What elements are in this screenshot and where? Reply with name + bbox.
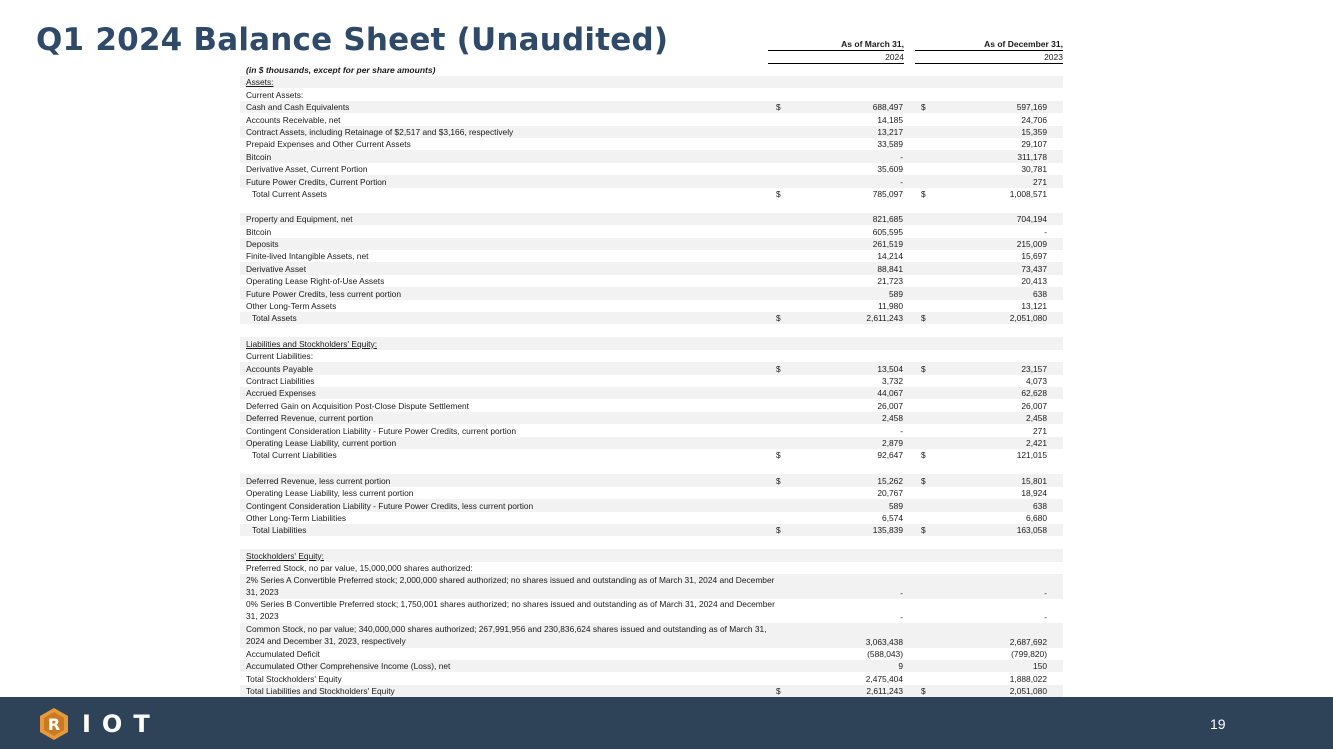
currency-symbol-2024: $ (776, 475, 781, 486)
spacer-row (240, 461, 1063, 474)
row-label: Contingent Consideration Liability - Future Power Credits, less current portion (246, 500, 534, 511)
table-row (240, 424, 1063, 436)
table-row (240, 474, 1063, 486)
spacer-row (240, 324, 1063, 337)
row-label: Contract Liabilities (246, 375, 315, 386)
table-row (240, 648, 1063, 660)
row-label: Bitcoin (246, 226, 272, 237)
table-row (240, 76, 1063, 88)
table-row (240, 599, 1063, 624)
value-2024: 3,732 (882, 375, 903, 386)
row-label: Current Liabilities: (246, 351, 314, 362)
row-label: Bitcoin (246, 151, 272, 162)
table-row (240, 549, 1063, 561)
table-row (240, 275, 1063, 287)
currency-symbol-2024: $ (776, 313, 781, 324)
currency-symbol-2023: $ (921, 475, 926, 486)
value-2024: 88,841 (877, 263, 903, 274)
footer-bar (0, 697, 1333, 749)
value-2024: 2,611,243 (866, 313, 903, 324)
row-label: Total Liabilities and Stockholders' Equity (246, 686, 395, 697)
row-label: Common Stock, no par value; 340,000,000 shares authorized; 267,991,956 and 230,836,624 shares issued and outstanding as of March 31, 2024 and December 31, 2023, respectively (246, 623, 767, 646)
balance-sheet-table (240, 76, 1063, 697)
value-2024: 2,475,404 (865, 673, 903, 684)
table-row (240, 512, 1063, 524)
value-2024: - (900, 425, 903, 436)
row-label: Accrued Expenses (246, 388, 316, 399)
table-row (240, 225, 1063, 237)
value-2023: - (1044, 612, 1047, 623)
value-2024: 135,839 (872, 525, 903, 536)
value-2024: 33,589 (877, 139, 903, 150)
currency-symbol-2024: $ (776, 525, 781, 536)
value-2023: - (1044, 587, 1047, 598)
row-label: Total Assets (252, 313, 297, 324)
row-label: Operating Lease Liability, current portion (246, 437, 397, 448)
value-2024: 6,574 (882, 512, 903, 523)
value-2024: 9 (898, 661, 903, 672)
table-row (240, 300, 1063, 312)
row-label: Other Long-Term Liabilities (246, 512, 347, 523)
column-header-march-2024: As of March 31, (768, 39, 904, 51)
table-row (240, 524, 1063, 536)
row-label: 0% Series B Convertible Preferred stock; 1,750,001 shares authorized; no shares issued and outstanding as of March 31, 2024 and December 31, 2023 (246, 599, 775, 622)
units-note: (in $ thousands, except for per share amounts) (246, 65, 436, 75)
table-row (240, 126, 1063, 138)
row-label: Accumulated Other Comprehensive Income (Loss), net (246, 661, 451, 672)
table-row (240, 262, 1063, 274)
row-label: Assets: (246, 77, 274, 88)
value-2024: 2,458 (882, 413, 903, 424)
value-2023: (799,820) (1011, 648, 1047, 659)
currency-symbol-2024: $ (776, 450, 781, 461)
table-row (240, 499, 1063, 511)
table-row (240, 287, 1063, 299)
value-2024: 2,879 (882, 437, 903, 448)
row-label: Deposits (246, 239, 279, 250)
page-title: Q1 2024 Balance Sheet (Unaudited) (36, 22, 669, 58)
value-2023: 13,121 (1021, 301, 1047, 312)
value-2024: 35,609 (877, 164, 903, 175)
value-2023: 1,008,571 (1009, 188, 1047, 199)
table-row (240, 672, 1063, 684)
row-label: Property and Equipment, net (246, 214, 353, 225)
value-2024: 261,519 (872, 239, 903, 250)
value-2024: 21,723 (877, 276, 903, 287)
table-row (240, 375, 1063, 387)
value-2023: 15,697 (1021, 251, 1047, 262)
value-2023: 215,009 (1016, 239, 1047, 250)
table-row (240, 113, 1063, 125)
row-label: Contract Assets, including Retainage of $2,517 and $3,166, respectively (246, 126, 514, 137)
row-label: Total Liabilities (252, 525, 307, 536)
value-2024: 20,767 (877, 488, 903, 499)
table-row (240, 101, 1063, 113)
currency-symbol-2023: $ (921, 450, 926, 461)
spacer-row (240, 200, 1063, 213)
value-2023: 271 (1033, 176, 1047, 187)
table-row (240, 350, 1063, 362)
table-row (240, 362, 1063, 374)
row-label: Preferred Stock, no par value, 15,000,000 shares authorized: (246, 563, 473, 574)
value-2023: 638 (1033, 288, 1047, 299)
row-label: Cash and Cash Equivalents (246, 102, 350, 113)
value-2023: 1,888,022 (1009, 673, 1047, 684)
row-label: Operating Lease Right-of-Use Assets (246, 276, 385, 287)
value-2024: - (900, 151, 903, 162)
row-label: 2% Series A Convertible Preferred stock; 2,000,000 shared authorized; no shares issued and outstanding as of March 31, 2024 and December 31, 2023 (246, 574, 775, 597)
value-2023: 23,157 (1021, 363, 1047, 374)
value-2024: 821,685 (872, 214, 903, 225)
currency-symbol-2023: $ (921, 363, 926, 374)
currency-symbol-2024: $ (776, 363, 781, 374)
row-label: Operating Lease Liability, less current portion (246, 488, 414, 499)
value-2024: 605,595 (872, 226, 903, 237)
value-2024: - (900, 176, 903, 187)
value-2024: - (900, 612, 903, 623)
row-label: Accounts Payable (246, 363, 314, 374)
value-2024: 11,980 (878, 301, 903, 312)
currency-symbol-2023: $ (921, 102, 926, 113)
row-label: Derivative Asset (246, 263, 307, 274)
table-row (240, 250, 1063, 262)
currency-symbol-2023: $ (921, 188, 926, 199)
row-label: Current Assets: (246, 89, 304, 100)
value-2024: 589 (889, 500, 903, 511)
value-2023: 271 (1033, 425, 1047, 436)
row-label: Contingent Consideration Liability - Future Power Credits, current portion (246, 425, 516, 436)
table-row (240, 685, 1063, 697)
value-2024: 14,185 (877, 114, 903, 125)
currency-symbol-2023: $ (921, 525, 926, 536)
table-row (240, 660, 1063, 672)
table-row (240, 623, 1063, 648)
logo-mark-letter: R (47, 715, 61, 734)
value-2023: 18,924 (1021, 488, 1047, 499)
column-header-december-2023: As of December 31, (915, 39, 1063, 51)
value-2024: 26,007 (877, 400, 903, 411)
value-2023: 73,437 (1021, 263, 1047, 274)
row-label: Stockholders' Equity: (246, 550, 324, 561)
currency-symbol-2024: $ (776, 686, 781, 697)
value-2023: 30,781 (1021, 164, 1047, 175)
value-2023: 20,413 (1021, 276, 1047, 287)
currency-symbol-2024: $ (776, 102, 781, 113)
table-row (240, 312, 1063, 324)
value-2023: 62,628 (1021, 388, 1047, 399)
value-2023: 2,051,080 (1009, 686, 1047, 697)
row-label: Other Long-Term Assets (246, 301, 337, 312)
row-label: Deferred Gain on Acquisition Post-Close Dispute Settlement (246, 400, 469, 411)
row-label: Derivative Asset, Current Portion (246, 164, 368, 175)
row-label: Deferred Revenue, current portion (246, 413, 374, 424)
value-2023: 2,421 (1026, 437, 1047, 448)
row-label: Accounts Receivable, net (246, 114, 341, 125)
value-2024: 14,214 (877, 251, 903, 262)
value-2024: 589 (889, 288, 903, 299)
value-2023: 26,007 (1021, 400, 1047, 411)
value-2024: 92,647 (877, 450, 903, 461)
table-row (240, 387, 1063, 399)
value-2023: 4,073 (1026, 375, 1047, 386)
value-2024: 3,063,438 (865, 636, 903, 647)
table-row (240, 175, 1063, 187)
table-row (240, 238, 1063, 250)
table-row (240, 449, 1063, 461)
table-row (240, 163, 1063, 175)
table-row (240, 213, 1063, 225)
row-label: Future Power Credits, Current Portion (246, 176, 387, 187)
value-2023: 6,680 (1026, 512, 1047, 523)
value-2024: 688,497 (872, 102, 903, 113)
row-label: Total Current Assets (252, 188, 327, 199)
value-2023: 597,169 (1016, 102, 1047, 113)
row-label: Liabilities and Stockholders' Equity: (246, 338, 378, 349)
row-label: Deferred Revenue, less current portion (246, 475, 391, 486)
value-2023: 2,051,080 (1009, 313, 1047, 324)
table-row (240, 412, 1063, 424)
riot-logo-text: IOT (82, 710, 161, 738)
row-label: Future Power Credits, less current portion (246, 288, 401, 299)
row-label: Accumulated Deficit (246, 648, 321, 659)
value-2024: 785,097 (872, 188, 903, 199)
row-label: Prepaid Expenses and Other Current Assets (246, 139, 411, 150)
value-2024: 44,067 (877, 388, 903, 399)
table-row (240, 138, 1063, 150)
value-2023: 15,359 (1021, 126, 1047, 137)
value-2023: 704,194 (1016, 214, 1047, 225)
row-label: Finite-lived Intangible Assets, net (246, 251, 369, 262)
value-2023: 2,458 (1026, 413, 1047, 424)
value-2023: 163,058 (1016, 525, 1047, 536)
value-2024: (588,043) (867, 648, 903, 659)
value-2023: 2,687,692 (1009, 636, 1047, 647)
value-2024: - (900, 587, 903, 598)
table-row (240, 562, 1063, 574)
currency-symbol-2024: $ (776, 188, 781, 199)
value-2024: 13,504 (877, 363, 903, 374)
value-2023: 311,178 (1017, 151, 1047, 162)
value-2023: 121,015 (1016, 450, 1047, 461)
value-2023: 638 (1033, 500, 1047, 511)
value-2024: 2,611,243 (866, 686, 903, 697)
row-label: Total Stockholders' Equity (246, 673, 342, 684)
table-row (240, 437, 1063, 449)
riot-logo-mark (40, 708, 68, 740)
currency-symbol-2023: $ (921, 313, 926, 324)
table-row (240, 399, 1063, 411)
table-row (240, 150, 1063, 162)
value-2023: 24,706 (1021, 114, 1047, 125)
row-label: Total Current Liabilities (252, 450, 337, 461)
table-row (240, 487, 1063, 499)
column-header-year-2024: 2024 (768, 52, 904, 64)
value-2023: 150 (1033, 661, 1047, 672)
table-row (240, 337, 1063, 349)
value-2023: 15,801 (1021, 475, 1047, 486)
column-header-year-2023: 2023 (915, 52, 1063, 64)
spacer-row (240, 536, 1063, 549)
table-row (240, 188, 1063, 200)
value-2024: 15,262 (877, 475, 903, 486)
table-row (240, 88, 1063, 100)
value-2024: 13,217 (877, 126, 903, 137)
value-2023: 29,107 (1021, 139, 1047, 150)
value-2023: - (1044, 226, 1047, 237)
currency-symbol-2023: $ (921, 686, 926, 697)
page-number: 19 (1210, 716, 1226, 732)
table-row (240, 574, 1063, 599)
